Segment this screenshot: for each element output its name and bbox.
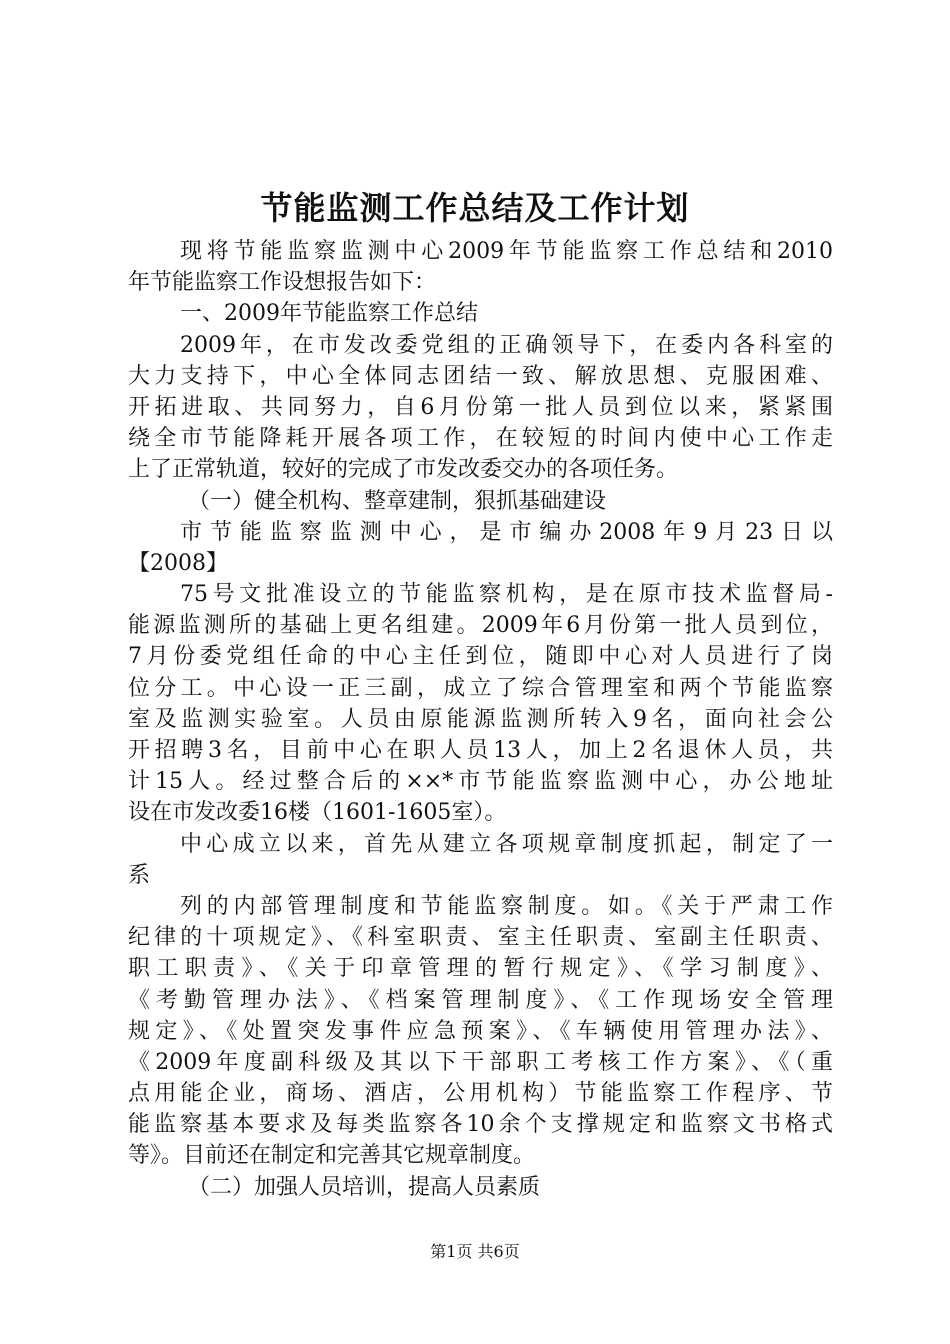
- text-line: 《2009年度副科级及其以下干部职工考核工作方案》、《（重: [128, 1049, 833, 1075]
- page-footer: 第1页 共6页: [430, 1242, 520, 1261]
- document-body: [128, 236, 833, 1203]
- text-line: 能源监测所的基础上更名组建。2009年6月份第一批人员到位，: [128, 613, 833, 639]
- text-line: 等》。目前还在制定和完善其它规章制度。: [128, 1143, 536, 1169]
- text-line: 计15人。经过整合后的××*市节能监察监测中心，办公地址: [128, 769, 833, 795]
- text-line: 规定》、《处置突发事件应急预案》、《车辆使用管理办法》、: [128, 1018, 833, 1044]
- text-line: 上了正常轨道，较好的完成了市发改委交办的各项任务。: [128, 457, 679, 483]
- text-line: 位分工。中心设一正三副，成立了综合管理室和两个节能监察: [128, 675, 833, 701]
- text-line: 《考勤管理办法》、《档案管理制度》、《工作现场安全管理: [128, 987, 833, 1013]
- text-line: 中心成立以来，首先从建立各项规章制度抓起，制定了一: [180, 831, 833, 857]
- text-line: 2009年，在市发改委党组的正确领导下，在委内各科室的: [180, 332, 833, 358]
- text-line: 点用能企业，商场、酒店，公用机构）节能监察工作程序、节: [128, 1081, 833, 1107]
- text-line: 大力支持下，中心全体同志团结一致、解放思想、克服困难、: [128, 363, 833, 389]
- text-line: 【2008】: [128, 550, 228, 576]
- text-line: 75号文批准设立的节能监察机构，是在原市技术监督局-: [180, 582, 833, 608]
- text-line: 纪律的十项规定》、《科室职责、室主任职责、室副主任职责、: [128, 925, 833, 951]
- text-line: 开拓进取、共同努力，自6月份第一批人员到位以来，紧紧围: [128, 394, 833, 420]
- text-line: 职工职责》、《关于印章管理的暂行规定》、《学习制度》、: [128, 956, 833, 982]
- text-line: 现将节能监察监测中心2009年节能监察工作总结和2010: [180, 239, 833, 264]
- text-line: 一、2009年节能监察工作总结: [180, 301, 478, 327]
- document-title: 节能监测工作总结及工作计划: [260, 189, 690, 227]
- text-line: 室及监测实验室。人员由原能源监测所转入9名，面向社会公: [128, 706, 833, 732]
- text-line: 年节能监察工作设想报告如下：: [128, 270, 437, 296]
- text-line: 开招聘3名，目前中心在职人员13人，加上2名退休人员，共: [128, 738, 833, 763]
- text-line: 7月份委党组任命的中心主任到位，随即中心对人员进行了岗: [128, 644, 833, 670]
- text-line: （一）健全机构、整章建制，狠抓基础建设: [188, 488, 607, 514]
- text-line: 设在市发改委16楼（1601-1605室）。: [128, 800, 507, 826]
- text-line: 市节能监察监测中心，是市编办2008年9月23日以: [180, 519, 833, 545]
- text-line: （二）加强人员培训，提高人员素质: [188, 1174, 541, 1200]
- text-line: 能监察基本要求及每类监察各10余个支撑规定和监察文书格式: [128, 1112, 833, 1138]
- text-line: 系: [128, 862, 151, 888]
- text-line: 绕全市节能降耗开展各项工作，在较短的时间内使中心工作走: [128, 426, 833, 452]
- text-line: 列的内部管理制度和节能监察制度。如。《关于严肃工作: [180, 893, 833, 919]
